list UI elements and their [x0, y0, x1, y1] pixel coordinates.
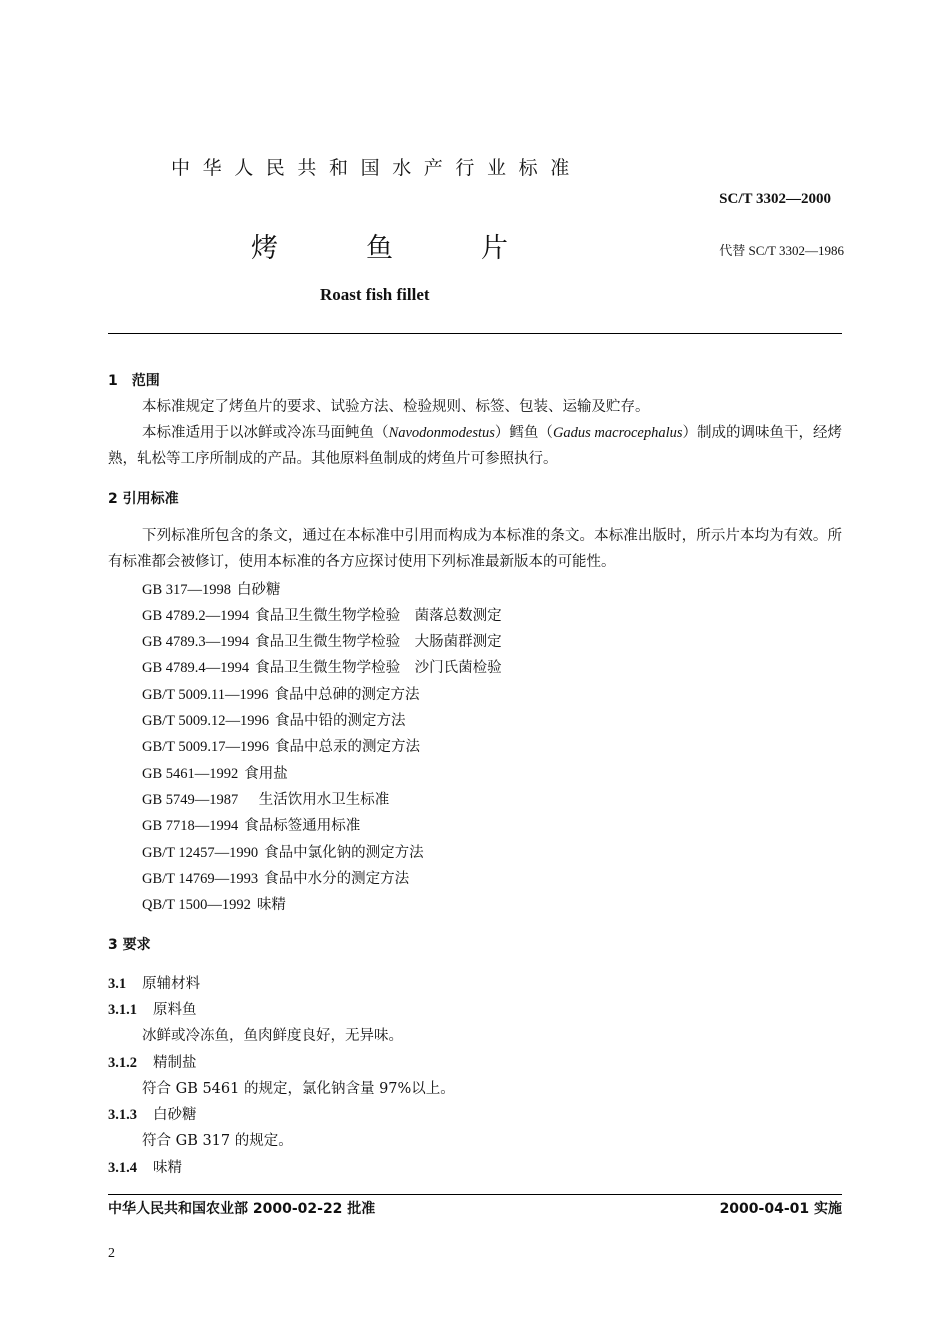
reference-item: GB/T 5009.11—1996 食品中总砷的测定方法 — [142, 687, 420, 703]
clause-3-1-1-text: 冰鲜或冷冻鱼，鱼肉鲜度良好，无异味。 — [142, 1028, 403, 1044]
clause-3-1-3-text: 符合 GB 317 的规定。 — [142, 1133, 293, 1149]
reference-item: GB 5461—1992 食用盐 — [142, 766, 288, 782]
reference-item: GB 5749—1987 生活饮用水卫生标准 — [142, 792, 390, 808]
section-2-intro: 下列标准所包含的条文，通过在本标准中引用而构成为本标准的条文。本标准出版时，所示片本均为有效。所有标准都会被修订，使用本标准的各方应探讨使用下列标准最新版本的可能性。 — [108, 528, 842, 570]
clause-3-1-2-text: 符合 GB 5461 的规定，氯化钠含量 97%以上。 — [142, 1081, 455, 1097]
section-1-paragraph-1 — [108, 394, 842, 420]
header-divider — [108, 333, 842, 334]
org-title: 中华人民共和国水产行业标准 — [171, 157, 582, 179]
clause-3-1-2: 3.1.2 精制盐 — [108, 1055, 197, 1071]
section-3-heading: 3 要求 — [108, 937, 151, 953]
section-2-heading: 2 引用标准 — [108, 491, 179, 507]
p2-mid: ）鳕鱼（ — [494, 425, 553, 441]
reference-item: GB/T 5009.17—1996 食品中总汞的测定方法 — [142, 739, 421, 755]
reference-item: GB/T 14769—1993 食品中水分的测定方法 — [142, 871, 410, 887]
section-1-p1-text: 本标准规定了烤鱼片的要求、试验方法、检验规则、标签、包装、运输及贮存。 — [142, 399, 650, 415]
reference-item: GB 4789.2—1994 食品卫生微生物学检验 菌落总数测定 — [142, 608, 502, 624]
document-title: 烤鱼片 — [251, 233, 596, 264]
species-gadus: Gadus macrocephalus — [552, 425, 683, 441]
reference-item: QB/T 1500—1992 味精 — [142, 897, 286, 913]
effective-date: 2000-04-01 实施 — [719, 1201, 842, 1217]
p2-post: ）制成的调味鱼干，经烤熟，轧松等工序所制成的产品。其他原料鱼制成的烤鱼片可参照执行。 — [108, 425, 843, 467]
clause-3-1-1: 3.1.1 原料鱼 — [108, 1002, 197, 1018]
replaces-standard: 代替 SC/T 3302—1986 — [719, 243, 844, 258]
page-number: 2 — [108, 1246, 115, 1261]
clause-3-1-4: 3.1.4 味精 — [108, 1160, 182, 1176]
section-1-paragraph-2 — [108, 420, 842, 472]
reference-item: GB/T 12457—1990 食品中氯化钠的测定方法 — [142, 845, 424, 861]
section-1-heading: 1 范围 — [108, 373, 160, 389]
english-title: Roast fish fillet — [320, 285, 430, 304]
reference-item: GB 4789.3—1994 食品卫生微生物学检验 大肠菌群测定 — [142, 634, 502, 650]
clause-3-1-3: 3.1.3 白砂糖 — [108, 1107, 197, 1123]
reference-item: GB 7718—1994 食品标签通用标准 — [142, 818, 361, 834]
reference-item: GB 4789.4—1994 食品卫生微生物学检验 沙门氏菌检验 — [142, 660, 502, 676]
reference-item: GB/T 5009.12—1996 食品中铅的测定方法 — [142, 713, 406, 729]
p2-pre: 本标准适用于以冰鲜或冷冻马面鲀鱼（ — [142, 425, 389, 441]
approval-line: 中华人民共和国农业部 2000-02-22 批准 — [108, 1201, 376, 1217]
clause-3-1: 3.1 原辅材料 — [108, 976, 201, 992]
reference-item: GB 317—1998 白砂糖 — [142, 582, 281, 598]
standard-number: SC/T 3302—2000 — [719, 191, 831, 207]
species-navodon: Navodonmodestus — [388, 425, 495, 441]
footer-divider — [108, 1194, 842, 1195]
